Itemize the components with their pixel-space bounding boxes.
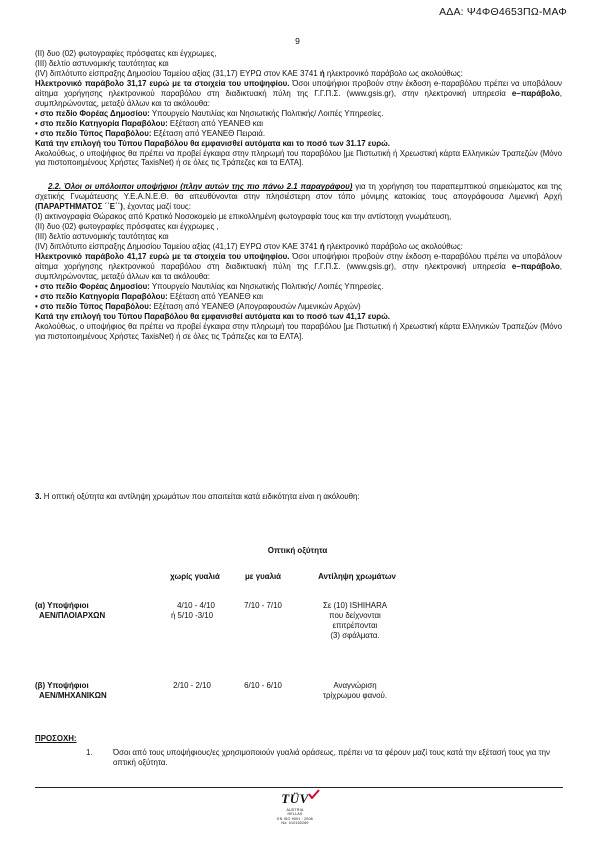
sec-a-auto-amount: Κατά την επιλογή του Τύπου Παραβόλου θα εμφανισθεί αυτόματα και το ποσό των 31.17 ευρώ. <box>35 138 390 148</box>
sec-b-eparavolo <box>35 252 562 282</box>
sec-b-bullet-2-value: Εξέταση από ΥΕΑΝΕΘ και <box>167 291 263 301</box>
sec-b-eparavolo-text: Όσοι υποψήφιοι προβούν στην έκδοση e-παραβόλου πρέπει να υποβάλουν αίτημα χορήγησης ηλεκτρονικού παραβόλου στη διαδικτυακή πύλη της Γ.Γ.Π.Σ. (www.gsis.gr), στην ηλεκτρονική υπηρεσία <box>35 252 562 272</box>
sec-b-eparavolo-bold: Ηλεκτρονικό παράβολο 41,17 ευρώ με τα στοιχεία του υποψηφίου. <box>35 252 290 262</box>
sec-b-line-2: (ΙΙ) δυο (02) φωτογραφίες πρόσφατες και έγχρωμες , <box>35 222 219 232</box>
row-b-without-glasses: 2/10 - 2/10 <box>173 681 211 690</box>
sec-b-bullet-1-key: • στο πεδίο Φορέας Δημοσίου: <box>35 281 150 291</box>
sec-a-line-3-text: (ΙV) διπλότυπο είσπραξης Δημοσίου Ταμείου αξίας (31,17) ΕΥΡΩ στον ΚΑΕ 3741 <box>35 68 320 78</box>
col-header-with-glasses: με γυαλιά <box>244 572 282 581</box>
sec-b-eparavolo-service: e–παράβολο <box>511 262 560 272</box>
sec-b-bullet-3-value: Εξέταση από ΥΕΑΝΕΘ (Απογραφουσών Λιμενικών Αρχών) <box>151 301 361 311</box>
sec-b-bullet-2-key: • στο πεδίο Κατηγορία Παραβόλου: <box>35 291 168 301</box>
sec-a-bullet-3-value: Εξέταση από ΥΕΑΝΕΘ Πειραιά. <box>151 128 266 138</box>
sec-b-bullet-1 <box>35 282 562 292</box>
sec-b-line-4-end: ηλεκτρονικό παράβολο ως ακολούθως: <box>324 242 463 252</box>
sec-a-eparavolo-text: Όσοι υποψήφιοι προβούν στην έκδοση e-παραβόλου πρέπει να υποβάλουν αίτημα χορήγησης ηλεκτρονικού παραβόλου στη διαδικτυακή πύλη της Γ.Γ.Π.Σ. (www.gsis.gr), στην ηλεκτρονική υπηρεσία <box>35 78 562 98</box>
sec-b-bullet-1-value: Υπουργείο Ναυτιλίας και Νησιωτικής Πολιτικής/ Λοιπές Υπηρεσίες. <box>149 281 384 291</box>
col-header-without-glasses: χωρίς γυαλιά <box>170 572 220 581</box>
row-a-color-perception <box>310 601 400 641</box>
tuv-line-austria: AUSTRIA <box>286 808 304 812</box>
row-a-color-line-3: επιτρέπονται <box>332 621 378 630</box>
sec-a-eparavolo-end: , συμπληρώνοντας, μεταξύ άλλων και τα ακόλουθα: <box>35 88 562 108</box>
document-body <box>35 49 562 342</box>
sec-b-annex-ref: (ΠΑΡΑΡΤΗΜΑΤΟΣ ΄΄Ε΄΄) <box>35 202 123 212</box>
row-a-label-line-1: (α) Υποψήφιοι <box>35 601 89 610</box>
sec-a-line-3-end: ηλεκτρονικό παράβολο ως ακολούθως: <box>324 68 463 78</box>
row-b-with-glasses: 6/10 - 6/10 <box>244 681 282 690</box>
sec-a-bullet-2-key: • στο πεδίο Κατηγορία Παραβόλου: <box>35 118 168 128</box>
sec-b-heading-end: , έχοντας μαζί τους: <box>122 202 191 212</box>
sec-a-bullet-2-value: Εξέταση από ΥΕΑΝΕΘ και <box>167 118 263 128</box>
vision-table-title: Οπτική οξύτητα <box>267 546 328 555</box>
row-a-color-line-4: (3) σφάλματα. <box>330 631 380 640</box>
tuv-line-number: No: 010150269 <box>281 820 309 825</box>
sec-b-line-1: (Ι) ακτινογραφία Θώρακος από Κρατικό Νοσοκομείο με επικολλημένη φωτογραφία τους και την αντίστοιχη γνωμάτευση, <box>35 212 452 222</box>
sec-b-line-4-text: (ΙV) διπλότυπο είσπραξης Δημοσίου Ταμείου αξίας (41,17) ΕΥΡΩ στον ΚΑΕ 3741 <box>35 242 320 252</box>
sec-b-auto-amount: Κατά την επιλογή του Τύπου Παραβόλου θα εμφανισθεί αυτόματα και το ποσό των 41,17 ευρώ. <box>35 311 390 321</box>
sec-b-bullet-3 <box>35 302 562 312</box>
tuv-line-hellas: HELLAS <box>287 812 303 817</box>
section-3-number: 3. <box>35 492 42 501</box>
ada-code: ΑΔΑ: Ψ4ΦΘ4653ΠΩ-ΜΑΦ <box>439 6 567 18</box>
note-heading: ΠΡΟΣΟΧΗ: <box>35 734 77 743</box>
sec-a-line-2: (ΙΙΙ) δελτίο αστυνομικής ταυτότητας και <box>35 58 169 68</box>
sec-b-line-4-or: ή <box>319 242 325 252</box>
sec-b-eparavolo-end: , συμπληρώνοντας, μεταξύ άλλων και τα ακόλουθα: <box>35 262 562 282</box>
sec-b-bullet-3-key: • στο πεδίο Τύπος Παραβόλου: <box>35 301 152 311</box>
sec-a-eparavolo <box>35 79 562 109</box>
tuv-check-mark-icon <box>308 789 320 799</box>
row-b-label-line-1: (β) Υποψήφιοι <box>35 681 89 690</box>
row-b-label-line-2: ΑΕΝ/ΜΗΧΑΝΙΚΩΝ <box>39 691 107 700</box>
sec-b-heading-underlined: 2.2. Όλοι οι υπόλοιποι υποψήφιοι (πλην αυτών της πιο πάνω 2.1 παραγράφου) <box>48 182 353 192</box>
sec-a-line-3 <box>35 69 562 79</box>
sec-a-line-3-or: ή <box>319 68 325 78</box>
sec-a-line-1: (ΙΙ) δυο (02) φωτογραφίες πρόσφατες και έγχρωμες, <box>35 49 217 58</box>
row-a-with-glasses: 7/10 - 7/10 <box>244 601 282 610</box>
sec-b-bullet-2 <box>35 292 562 302</box>
sec-b-heading-text: για τη χορήγηση του παραπεμπτικού σημειώματος και της σχετικής Γνωμάτευσης Υ.Ε.Α.Ν.Ε.Θ. θα απευθύνονται στην πλησιέστερη στον τόπο μόνιμης κατοικίας τους απογράφουσα Λιμενική Αρχή <box>35 182 562 202</box>
section-3-intro <box>35 492 360 501</box>
row-b-color-perception <box>310 681 400 701</box>
sec-a-eparavolo-bold: Ηλεκτρονικό παράβολο 31,17 ευρώ με τα στοιχεία του υποψηφίου. <box>35 78 290 88</box>
sec-a-bullet-1 <box>35 109 562 119</box>
sec-a-bullet-1-key: • στο πεδίο Φορέας Δημοσίου: <box>35 108 150 118</box>
row-a-without-glasses <box>152 601 232 621</box>
sec-a-bullet-2 <box>35 119 562 129</box>
sec-a-bullet-3 <box>35 129 562 139</box>
row-a-label-line-2: ΑΕΝ/ΠΛΟΙΑΡΧΩΝ <box>39 611 106 620</box>
sec-b-line-3: (ΙΙΙ) δελτίο αστυνομικής ταυτότητας και <box>35 232 169 242</box>
sec-a-eparavolo-service: e–παράβολο <box>511 88 560 98</box>
row-a-color-line-1: Σε (10) ISHIHARA <box>322 601 388 610</box>
sec-b-line-4 <box>35 242 562 252</box>
page-number: 9 <box>295 36 300 46</box>
sec-a-bullet-3-key: • στο πεδίο Τύπος Παραβόλου: <box>35 128 152 138</box>
sec-a-bullet-1-value: Υπουργείο Ναυτιλίας και Νησιωτικής Πολιτικής/ Λοιπές Υπηρεσίες. <box>149 108 384 118</box>
row-a-without-line-1: 4/10 - 4/10 <box>177 601 215 610</box>
note-number: 1. <box>86 748 93 757</box>
section-3-text: Η οπτική οξύτητα και αντίληψη χρωμάτων που απαιτείται κατά ειδικότητα είναι η ακόλουθη: <box>41 492 360 501</box>
tuv-line-iso: EN ISO 9001 : 2008 <box>277 816 313 821</box>
row-b-color-line-1: Αναγνώριση <box>333 681 377 690</box>
row-a-label <box>35 601 105 621</box>
sec-b-heading <box>35 182 562 212</box>
row-b-color-line-2: τρίχρωμου φανού. <box>322 691 388 700</box>
row-a-color-line-2: που δείχνονται <box>329 611 381 620</box>
row-b-label <box>35 681 107 701</box>
sec-b-payment: Ακολούθως, ο υποψήφιος θα πρέπει να προβεί έγκαιρα στην πληρωμή του παραβόλου [με Πιστωτική ή Χρεωστική κάρτα Ελληνικών Τραπεζών (Μόνο για πιστοποιημένους Χρήστες TaxisNet) ή σε όλες τις Τράπεζες και τα ΕΛΤΑ]. <box>35 321 562 341</box>
sec-a-payment: Ακολούθως, ο υποψήφιος θα πρέπει να προβεί έγκαιρα στην πληρωμή του παραβόλου [με Πιστωτική ή Χρεωστική κάρτα Ελληνικών Τραπεζών (Μόνο για πιστοποιημένους Χρήστες TaxisNet) ή σε όλες τις Τράπεζες και τα ΕΛΤΑ]. <box>35 148 562 168</box>
note-text: Όσοι από τους υποψήφιους/ες χρησιμοποιούν γυαλιά οράσεως, πρέπει να τα φέρουν μαζί τους κατά την εξέτασή τους για την οπτική οξύτητα. <box>113 748 550 767</box>
footer-divider <box>35 787 563 788</box>
col-header-color-perception: Αντίληψη χρωμάτων <box>318 572 396 581</box>
row-a-without-line-2: ή 5/10 -3/10 <box>170 611 214 620</box>
tuv-certification-logo-icon <box>275 790 315 825</box>
tuv-brand-text: TÜV <box>281 791 309 806</box>
